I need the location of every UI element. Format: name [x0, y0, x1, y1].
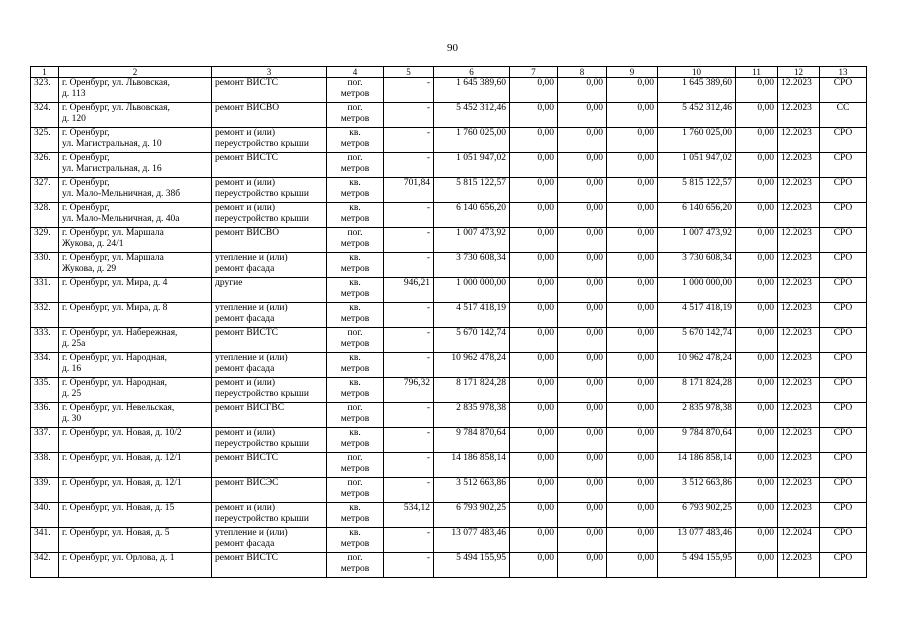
fund-local-cell: 0,00	[607, 328, 658, 353]
address-cell: г. Оренбург, ул. Львовская, д. 113	[59, 78, 212, 103]
fund-local-cell: 0,00	[607, 453, 658, 478]
table-row	[31, 203, 867, 228]
fund-regional-cell: 0,00	[558, 128, 607, 153]
column-number: 11	[736, 67, 778, 78]
fund-regional-cell: 0,00	[558, 153, 607, 178]
address-cell: г. Оренбург, ул. Мира, д. 8	[59, 303, 212, 328]
fund-other-cell: 0,00	[736, 453, 778, 478]
fund-owners-cell: 4 517 418,19	[658, 303, 736, 328]
fund-local-cell: 0,00	[607, 253, 658, 278]
table-row	[31, 153, 867, 178]
fund-regional-cell: 0,00	[558, 403, 607, 428]
row-number: 337.	[31, 428, 59, 453]
fund-other-cell: 0,00	[736, 553, 778, 578]
fund-owners-cell: 1 000 000,00	[658, 278, 736, 303]
work-type-cell: ремонт ВИСГВС	[212, 403, 327, 428]
fund-federal-cell: 0,00	[510, 253, 558, 278]
fund-owners-cell: 1 051 947,02	[658, 153, 736, 178]
fund-other-cell: 0,00	[736, 253, 778, 278]
fund-owners-cell: 1 645 389,60	[658, 78, 736, 103]
total-cost-cell: 13 077 483,46	[434, 528, 510, 553]
address-cell: г. Оренбург, ул. Новая, д. 15	[59, 503, 212, 528]
row-number: 335.	[31, 378, 59, 403]
address-cell: г. Оренбург, ул. Набережная, д. 25а	[59, 328, 212, 353]
fund-local-cell: 0,00	[607, 403, 658, 428]
unit-cell: кв. метров	[327, 353, 384, 378]
address-cell: г. Оренбург, ул. Мира, д. 4	[59, 278, 212, 303]
total-cost-cell: 2 835 978,38	[434, 403, 510, 428]
unit-cell: пог. метров	[327, 103, 384, 128]
total-cost-cell: 6 140 656,20	[434, 203, 510, 228]
method-cell: СРО	[820, 153, 867, 178]
work-type-cell: ремонт ВИСТС	[212, 78, 327, 103]
column-number: 7	[510, 67, 558, 78]
unit-cell: кв. метров	[327, 128, 384, 153]
address-cell: г. Оренбург, ул. Орлова, д. 1	[59, 553, 212, 578]
row-number: 330.	[31, 253, 59, 278]
fund-owners-cell: 14 186 858,14	[658, 453, 736, 478]
unit-cell: пог. метров	[327, 553, 384, 578]
fund-regional-cell: 0,00	[558, 378, 607, 403]
total-cost-cell: 10 962 478,24	[434, 353, 510, 378]
fund-regional-cell: 0,00	[558, 428, 607, 453]
method-cell: СРО	[820, 403, 867, 428]
method-cell: СРО	[820, 253, 867, 278]
address-cell: г. Оренбург, ул. Народная, д. 16	[59, 353, 212, 378]
work-type-cell: ремонт и (или) переустройство крыши	[212, 178, 327, 203]
fund-federal-cell: 0,00	[510, 403, 558, 428]
work-type-cell: утепление и (или) ремонт фасада	[212, 528, 327, 553]
completion-date-cell: 12.2023	[778, 278, 820, 303]
fund-local-cell: 0,00	[607, 428, 658, 453]
method-cell: СРО	[820, 453, 867, 478]
fund-local-cell: 0,00	[607, 153, 658, 178]
total-cost-cell: 5 494 155,95	[434, 553, 510, 578]
fund-local-cell: 0,00	[607, 303, 658, 328]
completion-date-cell: 12.2023	[778, 78, 820, 103]
fund-other-cell: 0,00	[736, 478, 778, 503]
volume-cell: -	[384, 78, 434, 103]
fund-regional-cell: 0,00	[558, 228, 607, 253]
unit-cell: кв. метров	[327, 278, 384, 303]
completion-date-cell: 12.2023	[778, 403, 820, 428]
fund-federal-cell: 0,00	[510, 78, 558, 103]
row-number: 341.	[31, 528, 59, 553]
address-cell: г. Оренбург, ул. Львовская, д. 120	[59, 103, 212, 128]
completion-date-cell: 12.2023	[778, 178, 820, 203]
table-row	[31, 103, 867, 128]
fund-owners-cell: 9 784 870,64	[658, 428, 736, 453]
volume-cell: -	[384, 528, 434, 553]
unit-cell: пог. метров	[327, 328, 384, 353]
unit-cell: пог. метров	[327, 228, 384, 253]
row-number: 333.	[31, 328, 59, 353]
completion-date-cell: 12.2023	[778, 253, 820, 278]
completion-date-cell: 12.2023	[778, 503, 820, 528]
work-type-cell: ремонт и (или) переустройство крыши	[212, 128, 327, 153]
volume-cell: -	[384, 203, 434, 228]
fund-federal-cell: 0,00	[510, 178, 558, 203]
fund-federal-cell: 0,00	[510, 303, 558, 328]
work-type-cell: ремонт ВИСТС	[212, 453, 327, 478]
fund-federal-cell: 0,00	[510, 353, 558, 378]
fund-local-cell: 0,00	[607, 128, 658, 153]
column-number: 12	[778, 67, 820, 78]
method-cell: СРО	[820, 203, 867, 228]
fund-local-cell: 0,00	[607, 478, 658, 503]
fund-regional-cell: 0,00	[558, 528, 607, 553]
fund-local-cell: 0,00	[607, 528, 658, 553]
method-cell: СРО	[820, 428, 867, 453]
fund-local-cell: 0,00	[607, 278, 658, 303]
fund-regional-cell: 0,00	[558, 78, 607, 103]
fund-federal-cell: 0,00	[510, 503, 558, 528]
address-cell: г. Оренбург, ул. Магистральная, д. 10	[59, 128, 212, 153]
fund-owners-cell: 5 494 155,95	[658, 553, 736, 578]
total-cost-cell: 8 171 824,28	[434, 378, 510, 403]
fund-local-cell: 0,00	[607, 353, 658, 378]
completion-date-cell: 12.2023	[778, 228, 820, 253]
row-number: 328.	[31, 203, 59, 228]
fund-local-cell: 0,00	[607, 228, 658, 253]
method-cell: СРО	[820, 303, 867, 328]
fund-other-cell: 0,00	[736, 78, 778, 103]
unit-cell: кв. метров	[327, 503, 384, 528]
method-cell: СРО	[820, 228, 867, 253]
fund-other-cell: 0,00	[736, 328, 778, 353]
address-cell: г. Оренбург, ул. Новая, д. 12/1	[59, 478, 212, 503]
row-number: 340.	[31, 503, 59, 528]
total-cost-cell: 5 452 312,46	[434, 103, 510, 128]
completion-date-cell: 12.2023	[778, 378, 820, 403]
row-number: 325.	[31, 128, 59, 153]
unit-cell: кв. метров	[327, 253, 384, 278]
unit-cell: кв. метров	[327, 378, 384, 403]
fund-owners-cell: 10 962 478,24	[658, 353, 736, 378]
method-cell: СРО	[820, 178, 867, 203]
fund-local-cell: 0,00	[607, 103, 658, 128]
fund-regional-cell: 0,00	[558, 503, 607, 528]
fund-other-cell: 0,00	[736, 378, 778, 403]
table-row	[31, 428, 867, 453]
table-header	[31, 67, 867, 78]
fund-other-cell: 0,00	[736, 228, 778, 253]
completion-date-cell: 12.2023	[778, 203, 820, 228]
unit-cell: пог. метров	[327, 478, 384, 503]
fund-regional-cell: 0,00	[558, 453, 607, 478]
fund-federal-cell: 0,00	[510, 153, 558, 178]
volume-cell: -	[384, 153, 434, 178]
page-number: 90	[447, 42, 458, 54]
address-cell: г. Оренбург, ул. Маршала Жукова, д. 29	[59, 253, 212, 278]
completion-date-cell: 12.2023	[778, 103, 820, 128]
fund-other-cell: 0,00	[736, 178, 778, 203]
volume-cell: 946,21	[384, 278, 434, 303]
fund-federal-cell: 0,00	[510, 528, 558, 553]
fund-other-cell: 0,00	[736, 203, 778, 228]
volume-cell: -	[384, 478, 434, 503]
fund-owners-cell: 5 815 122,57	[658, 178, 736, 203]
work-type-cell: ремонт ВИСВО	[212, 228, 327, 253]
fund-local-cell: 0,00	[607, 203, 658, 228]
address-cell: г. Оренбург, ул. Народная, д. 25	[59, 378, 212, 403]
method-cell: СРО	[820, 78, 867, 103]
fund-regional-cell: 0,00	[558, 203, 607, 228]
work-type-cell: утепление и (или) ремонт фасада	[212, 253, 327, 278]
volume-cell: -	[384, 128, 434, 153]
column-number: 9	[607, 67, 658, 78]
fund-owners-cell: 3 730 608,34	[658, 253, 736, 278]
unit-cell: пог. метров	[327, 453, 384, 478]
fund-local-cell: 0,00	[607, 378, 658, 403]
unit-cell: кв. метров	[327, 203, 384, 228]
table-row	[31, 278, 867, 303]
fund-owners-cell: 3 512 663,86	[658, 478, 736, 503]
fund-other-cell: 0,00	[736, 128, 778, 153]
work-type-cell: ремонт и (или) переустройство крыши	[212, 503, 327, 528]
table-row	[31, 528, 867, 553]
volume-cell: -	[384, 453, 434, 478]
fund-local-cell: 0,00	[607, 178, 658, 203]
total-cost-cell: 14 186 858,14	[434, 453, 510, 478]
fund-other-cell: 0,00	[736, 428, 778, 453]
address-cell: г. Оренбург, ул. Магистральная, д. 16	[59, 153, 212, 178]
unit-cell: кв. метров	[327, 428, 384, 453]
work-type-cell: другие	[212, 278, 327, 303]
volume-cell: -	[384, 403, 434, 428]
work-type-cell: ремонт и (или) переустройство крыши	[212, 203, 327, 228]
repair-program-table	[30, 66, 867, 578]
completion-date-cell: 12.2023	[778, 453, 820, 478]
fund-regional-cell: 0,00	[558, 178, 607, 203]
completion-date-cell: 12.2023	[778, 428, 820, 453]
fund-owners-cell: 1 760 025,00	[658, 128, 736, 153]
method-cell: СРО	[820, 553, 867, 578]
row-number: 336.	[31, 403, 59, 428]
row-number: 324.	[31, 103, 59, 128]
row-number: 334.	[31, 353, 59, 378]
row-number: 331.	[31, 278, 59, 303]
row-number: 342.	[31, 553, 59, 578]
volume-cell: 701,84	[384, 178, 434, 203]
address-cell: г. Оренбург, ул. Новая, д. 5	[59, 528, 212, 553]
table-row	[31, 378, 867, 403]
column-number: 4	[327, 67, 384, 78]
total-cost-cell: 1 645 389,60	[434, 78, 510, 103]
volume-cell: 796,32	[384, 378, 434, 403]
fund-other-cell: 0,00	[736, 528, 778, 553]
completion-date-cell: 12.2024	[778, 528, 820, 553]
fund-federal-cell: 0,00	[510, 328, 558, 353]
fund-federal-cell: 0,00	[510, 128, 558, 153]
fund-other-cell: 0,00	[736, 353, 778, 378]
method-cell: СРО	[820, 128, 867, 153]
fund-owners-cell: 5 452 312,46	[658, 103, 736, 128]
total-cost-cell: 3 512 663,86	[434, 478, 510, 503]
work-type-cell: ремонт ВИСТС	[212, 553, 327, 578]
fund-other-cell: 0,00	[736, 503, 778, 528]
column-number: 5	[384, 67, 434, 78]
table-row	[31, 503, 867, 528]
volume-cell: -	[384, 303, 434, 328]
fund-federal-cell: 0,00	[510, 478, 558, 503]
fund-federal-cell: 0,00	[510, 428, 558, 453]
volume-cell: -	[384, 228, 434, 253]
fund-federal-cell: 0,00	[510, 103, 558, 128]
fund-other-cell: 0,00	[736, 103, 778, 128]
address-cell: г. Оренбург, ул. Новая, д. 12/1	[59, 453, 212, 478]
fund-federal-cell: 0,00	[510, 278, 558, 303]
fund-owners-cell: 5 670 142,74	[658, 328, 736, 353]
row-number: 332.	[31, 303, 59, 328]
method-cell: СС	[820, 103, 867, 128]
method-cell: СРО	[820, 528, 867, 553]
work-type-cell: ремонт ВИСТС	[212, 328, 327, 353]
method-cell: СРО	[820, 328, 867, 353]
fund-owners-cell: 2 835 978,38	[658, 403, 736, 428]
completion-date-cell: 12.2023	[778, 153, 820, 178]
total-cost-cell: 1 760 025,00	[434, 128, 510, 153]
completion-date-cell: 12.2023	[778, 303, 820, 328]
total-cost-cell: 5 670 142,74	[434, 328, 510, 353]
table-row	[31, 453, 867, 478]
volume-cell: 534,12	[384, 503, 434, 528]
unit-cell: пог. метров	[327, 153, 384, 178]
fund-federal-cell: 0,00	[510, 553, 558, 578]
fund-other-cell: 0,00	[736, 403, 778, 428]
row-number: 329.	[31, 228, 59, 253]
total-cost-cell: 9 784 870,64	[434, 428, 510, 453]
fund-local-cell: 0,00	[607, 78, 658, 103]
unit-cell: кв. метров	[327, 528, 384, 553]
table-row	[31, 178, 867, 203]
work-type-cell: ремонт и (или) переустройство крыши	[212, 428, 327, 453]
row-number: 323.	[31, 78, 59, 103]
method-cell: СРО	[820, 278, 867, 303]
fund-regional-cell: 0,00	[558, 303, 607, 328]
fund-other-cell: 0,00	[736, 303, 778, 328]
total-cost-cell: 5 815 122,57	[434, 178, 510, 203]
volume-cell: -	[384, 553, 434, 578]
fund-regional-cell: 0,00	[558, 103, 607, 128]
fund-regional-cell: 0,00	[558, 553, 607, 578]
address-cell: г. Оренбург, ул. Мало-Мельничная, д. 40а	[59, 203, 212, 228]
work-type-cell: ремонт ВИСЭС	[212, 478, 327, 503]
address-cell: г. Оренбург, ул. Новая, д. 10/2	[59, 428, 212, 453]
unit-cell: кв. метров	[327, 303, 384, 328]
work-type-cell: ремонт ВИСТС	[212, 153, 327, 178]
completion-date-cell: 12.2023	[778, 478, 820, 503]
table-row	[31, 128, 867, 153]
total-cost-cell: 6 793 902,25	[434, 503, 510, 528]
fund-other-cell: 0,00	[736, 153, 778, 178]
table-row	[31, 328, 867, 353]
table-row	[31, 353, 867, 378]
method-cell: СРО	[820, 353, 867, 378]
completion-date-cell: 12.2023	[778, 353, 820, 378]
address-cell: г. Оренбург, ул. Невельская, д. 30	[59, 403, 212, 428]
row-number: 327.	[31, 178, 59, 203]
volume-cell: -	[384, 253, 434, 278]
fund-regional-cell: 0,00	[558, 353, 607, 378]
table-row	[31, 303, 867, 328]
fund-other-cell: 0,00	[736, 278, 778, 303]
total-cost-cell: 4 517 418,19	[434, 303, 510, 328]
method-cell: СРО	[820, 478, 867, 503]
completion-date-cell: 12.2023	[778, 553, 820, 578]
unit-cell: пог. метров	[327, 403, 384, 428]
work-type-cell: утепление и (или) ремонт фасада	[212, 353, 327, 378]
fund-regional-cell: 0,00	[558, 278, 607, 303]
row-number: 338.	[31, 453, 59, 478]
column-number: 10	[658, 67, 736, 78]
fund-owners-cell: 8 171 824,28	[658, 378, 736, 403]
address-cell: г. Оренбург, ул. Мало-Мельничная, д. 38б	[59, 178, 212, 203]
fund-owners-cell: 6 793 902,25	[658, 503, 736, 528]
table-row	[31, 228, 867, 253]
address-cell: г. Оренбург, ул. Маршала Жукова, д. 24/1	[59, 228, 212, 253]
table-row	[31, 253, 867, 278]
fund-regional-cell: 0,00	[558, 253, 607, 278]
fund-federal-cell: 0,00	[510, 453, 558, 478]
column-number: 13	[820, 67, 867, 78]
table-row	[31, 403, 867, 428]
completion-date-cell: 12.2023	[778, 128, 820, 153]
work-type-cell: ремонт ВИСВО	[212, 103, 327, 128]
fund-owners-cell: 13 077 483,46	[658, 528, 736, 553]
column-number: 2	[59, 67, 212, 78]
column-number-row	[31, 67, 867, 78]
unit-cell: пог. метров	[327, 78, 384, 103]
fund-federal-cell: 0,00	[510, 378, 558, 403]
column-number: 8	[558, 67, 607, 78]
volume-cell: -	[384, 353, 434, 378]
table-row	[31, 78, 867, 103]
work-type-cell: ремонт и (или) переустройство крыши	[212, 378, 327, 403]
row-number: 339.	[31, 478, 59, 503]
total-cost-cell: 1 051 947,02	[434, 153, 510, 178]
total-cost-cell: 1 000 000,00	[434, 278, 510, 303]
completion-date-cell: 12.2023	[778, 328, 820, 353]
fund-local-cell: 0,00	[607, 503, 658, 528]
fund-regional-cell: 0,00	[558, 478, 607, 503]
fund-owners-cell: 1 007 473,92	[658, 228, 736, 253]
row-number: 326.	[31, 153, 59, 178]
column-number: 6	[434, 67, 510, 78]
column-number: 1	[31, 67, 59, 78]
table-body	[31, 78, 867, 578]
volume-cell: -	[384, 103, 434, 128]
method-cell: СРО	[820, 503, 867, 528]
table-row	[31, 553, 867, 578]
volume-cell: -	[384, 328, 434, 353]
total-cost-cell: 3 730 608,34	[434, 253, 510, 278]
total-cost-cell: 1 007 473,92	[434, 228, 510, 253]
fund-federal-cell: 0,00	[510, 228, 558, 253]
volume-cell: -	[384, 428, 434, 453]
fund-owners-cell: 6 140 656,20	[658, 203, 736, 228]
fund-federal-cell: 0,00	[510, 203, 558, 228]
unit-cell: кв. метров	[327, 178, 384, 203]
work-type-cell: утепление и (или) ремонт фасада	[212, 303, 327, 328]
method-cell: СРО	[820, 378, 867, 403]
fund-regional-cell: 0,00	[558, 328, 607, 353]
column-number: 3	[212, 67, 327, 78]
table-row	[31, 478, 867, 503]
fund-local-cell: 0,00	[607, 553, 658, 578]
